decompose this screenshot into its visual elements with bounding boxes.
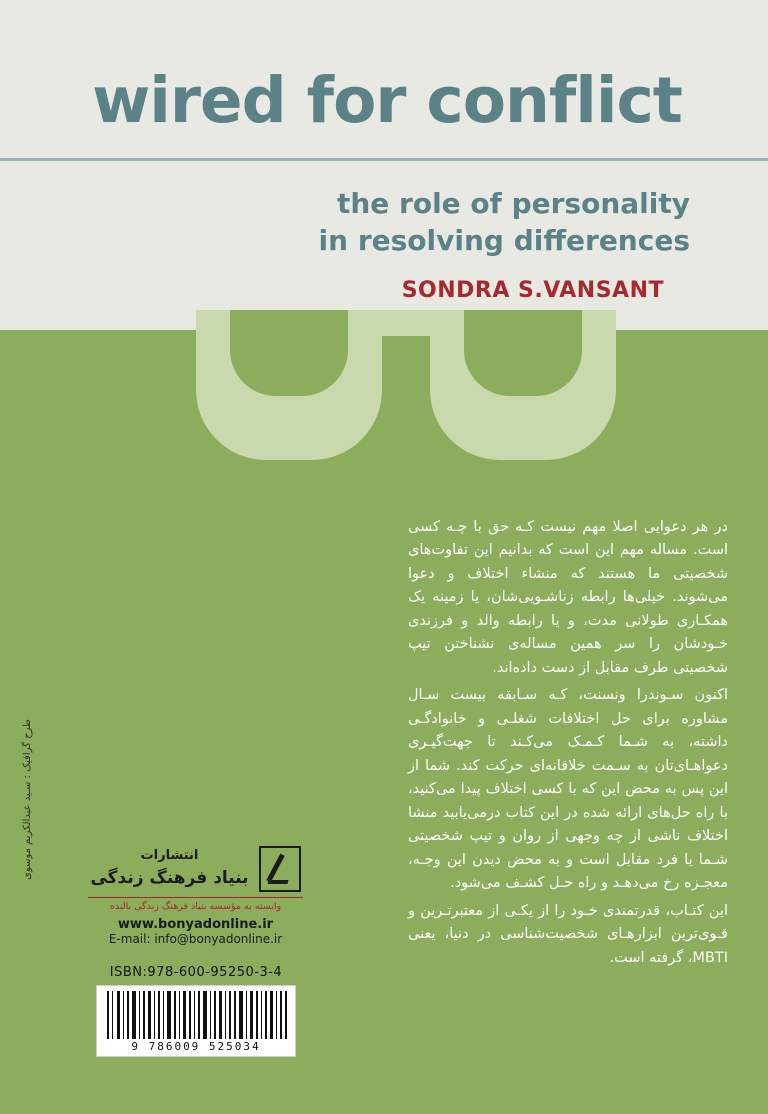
- publisher-email[interactable]: E-mail: info@bonyadonline.ir: [108, 932, 283, 946]
- designer-credit: طرح گرافیک : سـید عبدالکریم موسوی: [22, 718, 33, 880]
- book-subtitle: [70, 186, 690, 260]
- blurb-paragraph: اکنون سـوندرا ونسنت، کـه سـابقه بیست سـال مشاوره برای حل اختلافات شغلـی و خانوادگـی داشته، به شـما کـمـک می‌کـند تا جهت‌گیـری دعواهـای‌تان به سـمت خلاقانه‌ای حرکت کند. شما از این پس به محض این که با کسی اختلاف پیدا می‌کنید، با راه حل‌های ارائه شده در این کتاب درمی‌یابید منشا اختلاف ناشی از چه وجهی از روان و تیپ شخصیتی شـما یا فرد مقابل است و به محض دیدن این وجـه، معجـزه رخ می‌دهـد و راه حـل کشـف می‌شود.: [408, 687, 728, 892]
- glasses-left-lens-inner: [230, 310, 348, 396]
- glasses-right-lens: [430, 310, 616, 460]
- publisher-row: [88, 846, 303, 892]
- glasses-graphic: [196, 310, 616, 490]
- book-subtitle-line1: the role of personality: [336, 187, 690, 220]
- book-title: wired for conflict: [92, 64, 682, 137]
- publisher-label: انتشارات: [140, 848, 199, 864]
- isbn-label: ISBN:978-600-95250-3-4: [109, 965, 283, 980]
- barcode-bars: [105, 991, 287, 1039]
- glasses-right-lens-inner: [464, 310, 582, 396]
- blurb-paragraph: در هر دعوایی اصلا مهم نیست کـه حق با چـه کسی است. مساله مهم این است که بدانیم این تفاوت‌های شخصیتی ما هستند که منشاء اختلاف و دعوا می‌شوند. خیلی‌ها رابطه زناشـویی‌شان، یا زمینه یک همکـاری طولانی مدت، و یا رابطه والد و فرزندی خـودشان را سر همین مساله‌ی نشناختن تیپ شخصیتی طرف مقابل از دست داده‌اند.: [408, 519, 728, 676]
- publisher-names: [90, 847, 248, 890]
- title-divider: [0, 158, 768, 161]
- glasses-left-lens: [196, 310, 382, 460]
- publisher-logo-icon: [259, 846, 301, 892]
- book-author: SONDRA S.VANSANT: [401, 278, 664, 303]
- publisher-website[interactable]: www.bonyadonline.ir: [117, 917, 274, 932]
- back-cover-blurb: [408, 516, 728, 974]
- book-subtitle-line2: in resolving differences: [318, 223, 690, 257]
- barcode-digits: 9 786009 525034: [131, 1040, 261, 1053]
- publisher-block: [88, 846, 303, 946]
- publisher-affiliation: وابسته به مؤسسه بنیاد فرهنگ زندگی بالنده: [88, 897, 303, 912]
- barcode: [96, 985, 296, 1057]
- publisher-name: بنیاد فرهنگ زندگی: [90, 868, 249, 889]
- blurb-paragraph: این کتـاب، قدرتمندی خـود را از یکـی از معتبرتـرین و قـوی‌ترین ابزارهـای شخصیت‌شناسی در دنیا، یعنی MBTI، گرفته است.: [408, 902, 728, 966]
